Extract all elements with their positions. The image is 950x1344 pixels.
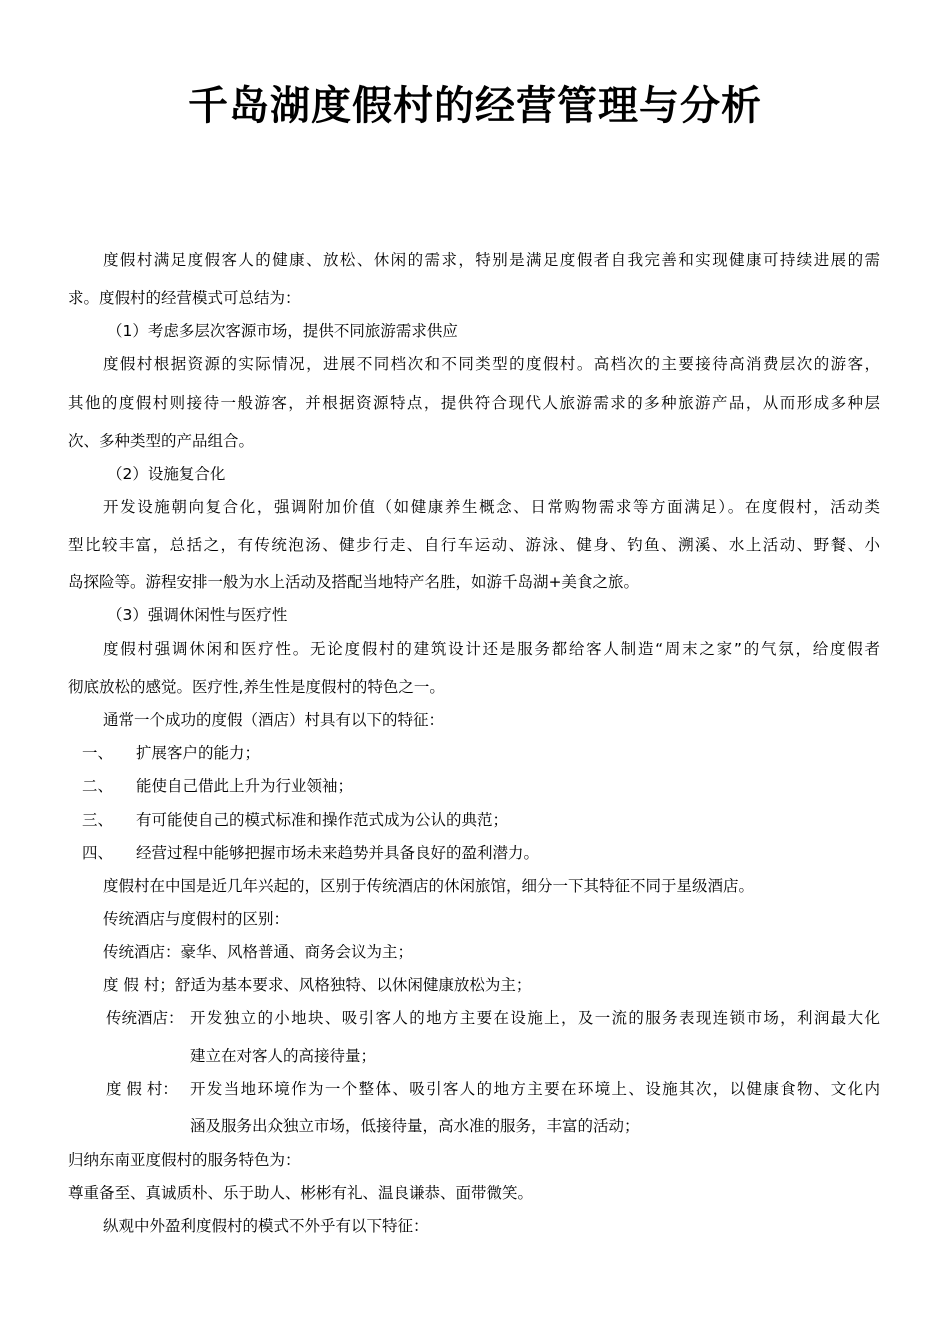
sea-heading: 归纳东南亚度假村的服务特色为： xyxy=(68,1151,301,1169)
difference-resort-label: 度 假 村： xyxy=(106,1080,178,1098)
difference-hotel-label: 传统酒店： xyxy=(106,1009,184,1027)
section-2-heading: （2）设施复合化 xyxy=(107,465,226,483)
difference-hotel-line-1: 开发独立的小地块、吸引客人的地方主要在设施上，及一流的服务表现连锁市场，利润最大化 xyxy=(190,1009,880,1027)
section-2-line-2: 型比较丰富，总括之，有传统泡汤、健步行走、自行车运动、游泳、健身、钓鱼、溯溪、水上活动、野餐、小 xyxy=(68,536,880,554)
feature-1-text: 扩展客户的能力； xyxy=(136,744,261,762)
feature-2-number: 二、 xyxy=(82,777,114,795)
intro-line-1: 度假村满足度假客人的健康、放松、休闲的需求，特别是满足度假者自我完善和实现健康可持续进展的需 xyxy=(103,251,880,269)
feature-3-number: 三、 xyxy=(82,811,114,829)
feature-4-number: 四、 xyxy=(82,844,114,862)
section-2-line-1: 开发设施朝向复合化，强调附加价值（如健康养生概念、日常购物需求等方面满足）。在度假村，活动类 xyxy=(103,498,880,516)
page-title: 千岛湖度假村的经营管理与分析 xyxy=(188,83,762,129)
difference-hotel-summary: 传统酒店：豪华、风格普通、商务会议为主； xyxy=(103,943,414,961)
difference-resort-summary: 度 假 村；舒适为基本要求、风格独特、以休闲健康放松为主； xyxy=(103,976,532,994)
feature-1-number: 一、 xyxy=(82,744,114,762)
features-intro: 通常一个成功的度假（酒店）村具有以下的特征： xyxy=(103,711,445,729)
intro-line-2: 求。度假村的经营模式可总结为： xyxy=(68,289,301,307)
section-3-line-2: 彻底放松的感觉。医疗性,养生性是度假村的特色之一。 xyxy=(68,678,445,696)
section-3-heading: （3）强调休闲性与医疗性 xyxy=(107,606,288,624)
differences-heading: 传统酒店与度假村的区别： xyxy=(103,910,290,928)
section-3-line-1: 度假村强调休闲和医疗性。无论度假村的建筑设计还是服务都给客人制造“周末之家”的气氛，给度假者 xyxy=(103,640,880,658)
section-1-line-1: 度假村根据资源的实际情况，进展不同档次和不同类型的度假村。高档次的主要接待高消费层次的游客， xyxy=(103,355,880,373)
china-note: 度假村在中国是近几年兴起的，区别于传统酒店的休闲旅馆，细分一下其特征不同于星级酒店。 xyxy=(103,877,755,895)
sea-traits: 尊重备至、真诚质朴、乐于助人、彬彬有礼、温良谦恭、面带微笑。 xyxy=(68,1184,534,1202)
section-1-line-2: 其他的度假村则接待一般游客，并根据资源特点，提供符合现代人旅游需求的多种旅游产品，从而形成多种层 xyxy=(68,394,880,412)
difference-resort-line-2: 涵及服务出众独立市场，低接待量，高水准的服务，丰富的活动； xyxy=(190,1117,640,1135)
closing-line: 纵观中外盈利度假村的模式不外乎有以下特征： xyxy=(103,1217,429,1235)
feature-2-text: 能使自己借此上升为行业领袖； xyxy=(136,777,354,795)
section-1-heading: （1）考虑多层次客源市场，提供不同旅游需求供应 xyxy=(107,322,458,340)
feature-4-text: 经营过程中能够把握市场未来趋势并具备良好的盈利潜力。 xyxy=(136,844,540,862)
difference-resort-line-1: 开发当地环境作为一个整体、吸引客人的地方主要在环境上、设施其次，以健康食物、文化内 xyxy=(190,1080,880,1098)
section-1-line-3: 次、多种类型的产品组合。 xyxy=(68,432,255,450)
difference-hotel-line-2: 建立在对客人的高接待量； xyxy=(190,1047,377,1065)
section-2-line-3: 岛探险等。游程安排一般为水上活动及搭配当地特产名胜，如游千岛湖+美食之旅。 xyxy=(68,573,639,591)
feature-3-text: 有可能使自己的模式标准和操作范式成为公认的典范； xyxy=(136,811,509,829)
